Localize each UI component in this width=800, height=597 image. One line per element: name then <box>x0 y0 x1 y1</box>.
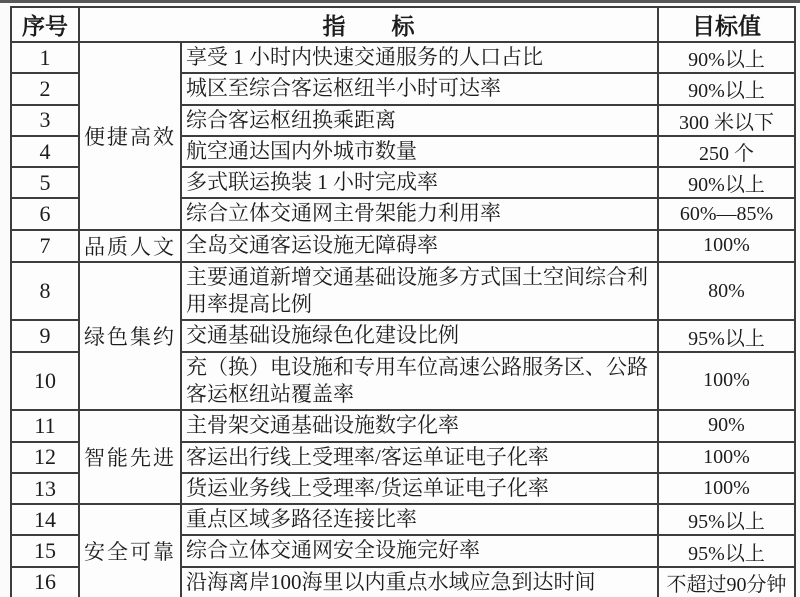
indicator-cell: 充（换）电设施和专用车位高速公路服务区、公路客运枢纽站覆盖率 <box>181 352 658 411</box>
category-cell: 智能先进 <box>79 410 181 504</box>
indicator-cell: 综合客运枢纽换乘距离 <box>181 105 658 136</box>
serial-cell: 16 <box>11 567 79 597</box>
serial-cell: 10 <box>11 352 79 411</box>
category-cell: 安全可靠 <box>79 504 181 597</box>
header-indicator: 指 标 <box>79 7 658 42</box>
table-row <box>11 410 795 441</box>
target-cell: 90%以上 <box>658 42 795 73</box>
serial-cell: 2 <box>11 73 79 104</box>
indicator-cell: 全岛交通客运设施无障碍率 <box>181 230 658 262</box>
serial-cell: 4 <box>11 136 79 167</box>
target-cell: 100% <box>658 473 795 504</box>
serial-cell: 9 <box>11 320 79 351</box>
target-cell: 80% <box>658 262 795 321</box>
target-cell: 300 米以下 <box>658 105 795 136</box>
table-row <box>11 42 795 73</box>
serial-cell: 12 <box>11 442 79 473</box>
table-row <box>11 504 795 535</box>
serial-cell: 8 <box>11 262 79 321</box>
serial-cell: 3 <box>11 105 79 136</box>
target-cell: 95%以上 <box>658 320 795 351</box>
target-cell: 90% <box>658 410 795 441</box>
indicator-cell: 综合立体交通网主骨架能力利用率 <box>181 198 658 229</box>
serial-cell: 6 <box>11 198 79 229</box>
indicator-cell: 航空通达国内外城市数量 <box>181 136 658 167</box>
target-cell: 250 个 <box>658 136 795 167</box>
serial-cell: 7 <box>11 230 79 262</box>
target-cell: 95%以上 <box>658 504 795 535</box>
category-cell: 便捷高效 <box>79 42 181 230</box>
indicator-cell: 主要通道新增交通基础设施多方式国土空间综合利用率提高比例 <box>181 262 658 321</box>
target-cell: 90%以上 <box>658 73 795 104</box>
header-serial-number: 序号 <box>11 7 79 42</box>
serial-cell: 13 <box>11 473 79 504</box>
serial-cell: 14 <box>11 504 79 535</box>
serial-cell: 15 <box>11 535 79 566</box>
category-cell: 绿色集约 <box>79 262 181 410</box>
target-cell: 95%以上 <box>658 535 795 566</box>
indicator-cell: 交通基础设施绿色化建设比例 <box>181 320 658 351</box>
indicator-table-body <box>11 42 795 597</box>
table-row <box>11 262 795 321</box>
target-cell: 100% <box>658 442 795 473</box>
indicator-cell: 沿海离岸100海里以内重点水域应急到达时间 <box>181 567 658 597</box>
serial-cell: 11 <box>11 410 79 441</box>
target-cell: 90%以上 <box>658 167 795 198</box>
table-row <box>11 230 795 262</box>
indicator-table <box>10 6 796 597</box>
indicator-cell: 重点区域多路径连接比率 <box>181 504 658 535</box>
target-cell: 100% <box>658 230 795 262</box>
indicator-cell: 享受 1 小时内快速交通服务的人口占比 <box>181 42 658 73</box>
top-crop-line <box>0 0 800 3</box>
indicator-cell: 货运业务线上受理率/货运单证电子化率 <box>181 473 658 504</box>
indicator-cell: 多式联运换装 1 小时完成率 <box>181 167 658 198</box>
target-cell: 60%—85% <box>658 198 795 229</box>
indicator-cell: 综合立体交通网安全设施完好率 <box>181 535 658 566</box>
indicator-cell: 主骨架交通基础设施数字化率 <box>181 410 658 441</box>
header-row <box>11 7 795 42</box>
header-target-value: 目标值 <box>658 7 795 42</box>
target-cell: 不超过90分钟 <box>658 567 795 597</box>
serial-cell: 1 <box>11 42 79 73</box>
category-cell: 品质人文 <box>79 230 181 262</box>
indicator-cell: 城区至综合客运枢纽半小时可达率 <box>181 73 658 104</box>
serial-cell: 5 <box>11 167 79 198</box>
indicator-cell: 客运出行线上受理率/客运单证电子化率 <box>181 442 658 473</box>
target-cell: 100% <box>658 352 795 411</box>
